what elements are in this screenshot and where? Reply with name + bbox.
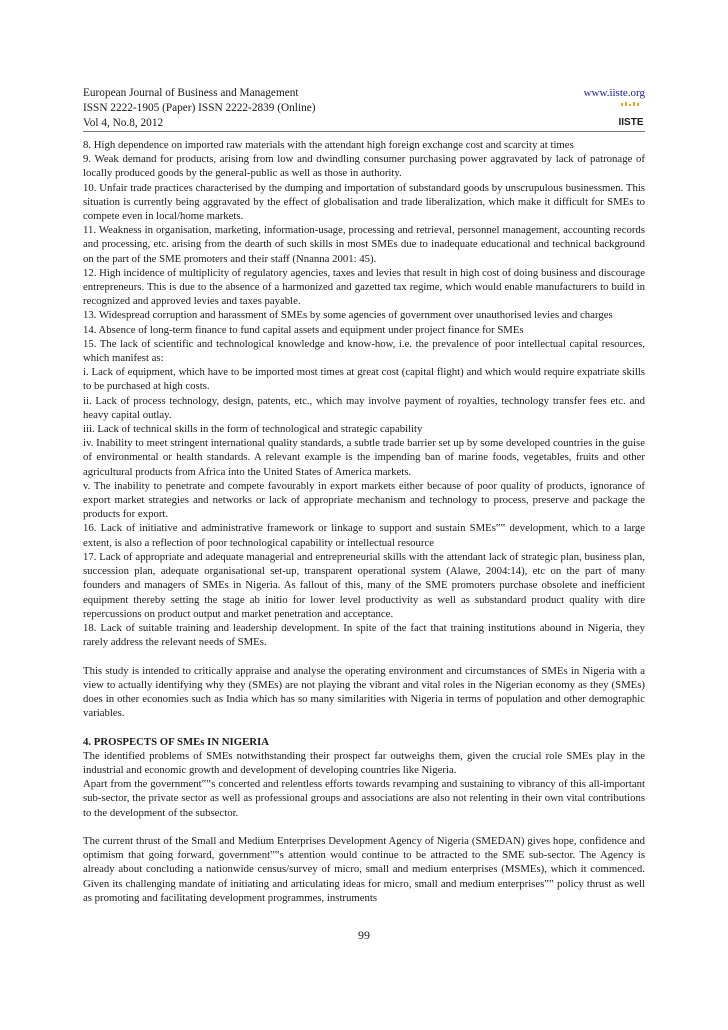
list-item: 10. Unfair trade practices characterised by the dumping and importation of substandard goods by unscrupulous businessmen. This situation is currently being aggravated by the effect of globalisation and trade liberalization, which make it difficult for SMEs to compete even in local/home markets. [83,181,645,223]
journal-issn: ISSN 2222-1905 (Paper) ISSN 2222-2839 (Online) [83,102,316,114]
list-item: 14. Absence of long-term finance to fund capital assets and equipment under project finance for SMEs [83,323,524,336]
iiste-logo-icon [617,101,645,129]
list-item: 13. Widespread corruption and harassment of SMEs by some agencies of government over unauthorised levies and charges [83,309,613,322]
list-item: iii. Lack of technical skills in the form of technological and strategic capability [83,423,423,436]
section-heading: 4. PROSPECTS OF SMEs IN NIGERIA [83,735,269,748]
list-item: 17. Lack of appropriate and adequate managerial and entrepreneurial skills with the attendant lack of strategic plan, business plan, succession plan, adequate organisational set-up, transparent operational system (Alawe, 2004:14), etc on the part of many founders and managers of SMEs in Nigeria. As fallout of this, many of the SME promoters purchase obsolete and inefficient equipment thereby setting the stage ab initio for lower level productivity as well as substandard product quality with dire repercussions on product output and market penetration and acceptance. [83,550,645,620]
study-paragraph: This study is intended to critically appraise and analyse the operating environment and circumstances of SMEs in Nigeria with a view to actually identifying why they (SMEs) are not playing the vibrant and vital roles in the Nigerian economy as they (SMEs) does in other economies such as India which has so many similarities with Nigeria in terms of population and other demographic variables. [83,664,645,720]
journal-url-link[interactable]: www.iiste.org [583,87,645,99]
list-item: v. The inability to penetrate and compete favourably in export markets either because of poor quality of products, ignorance of export market strategies and networks or lack of appropriate mechanism and technology to process, preserve and package the products for export. [83,479,645,521]
smedan-paragraph: The current thrust of the Small and Medium Enterprises Development Agency of Nigeria (SMEDAN) gives hope, confidence and optimism that going forward, government‟‟s attention would continue to be attracted to the SME sub-sector. The Agency is already about concluding a nationwide census/survey of micro, small and medium enterprises (MSMEs), which it commenced. Given its challenging mandate of initiating and articulating ideas for micro, small and medium enterprises‟‟ policy thrust as well as promoting and facilitating development programmes, instruments [83,834,645,904]
list-item: ii. Lack of process technology, design, patents, etc., which may involve payment of royalties, technology transfer fees etc. and heavy capital outlay. [83,394,645,421]
list-item: 11. Weakness in organisation, marketing, information-usage, processing and retrieval, personnel management, accounting records and processing, etc. arising from the dearth of such skills in most SMEs due to inadequate educational and technical background on the part of the SME promoters and their staff (Nnanna 2001: 45). [83,224,645,265]
journal-volume: Vol 4, No.8, 2012 [83,117,164,129]
list-item: 18. Lack of suitable training and leadership development. In spite of the fact that training institutions abound in Nigeria, they rarely address the relevant needs of SMEs. [83,621,645,649]
list-item: 9. Weak demand for products, arising from low and dwindling consumer purchasing power aggravated by lack of patronage of locally produced goods by the general-public as well as those in authority. [83,153,645,180]
list-item: 12. High incidence of multiplicity of regulatory agencies, taxes and levies that result in high cost of doing business and discourage entrepreneurs. This is due to the absence of a harmonized and gazetted tax regime, which would enable manufacturers to build in recognized and approved levies and taxes payable. [83,266,645,308]
page-number: 99 [358,928,370,942]
header-divider [83,131,645,132]
section-paragraph: The identified problems of SMEs notwithstanding their prospect far outweighs them, given the crucial role SMEs play in the industrial and economic growth and development of developing countries like Nigeria. [83,749,645,776]
section-paragraph: Apart from the government‟‟s concerted and relentless efforts towards revamping and sustaining to vibrancy of this all-important sub-sector, the private sector as well as professional groups and associations are also not relenting in their own vital contributions to the development of the subsector. [83,778,645,819]
svg-text:IISTE: IISTE [618,117,644,128]
journal-header [83,86,645,132]
journal-title: European Journal of Business and Management [83,87,299,99]
list-item: 8. High dependence on imported raw materials with the attendant high foreign exchange cost and scarcity at times [83,139,574,151]
list-item: i. Lack of equipment, which have to be imported most times at great cost (capital flight) and which would require expatriate skills to be purchased at high costs. [83,366,645,393]
list-item: 15. The lack of scientific and technological knowledge and know-how, i.e. the prevalence of poor intellectual capital resources, which manifest as: [83,337,645,365]
article-body [83,138,645,905]
list-item: 16. Lack of initiative and administrative framework or linkage to support and sustain SMEs‟‟ development, which to a large extent, is also a reflection of poor technological capability or intellectual resource [83,522,645,549]
list-item: iv. Inability to meet stringent international quality standards, a subtle trade barrier set up by some developed countries in the guise of environmental or health standards. A relevant example is the impending ban of marine foods, vegetables, fruits and other agricultural products from Africa into the United States of America markets. [83,437,645,478]
